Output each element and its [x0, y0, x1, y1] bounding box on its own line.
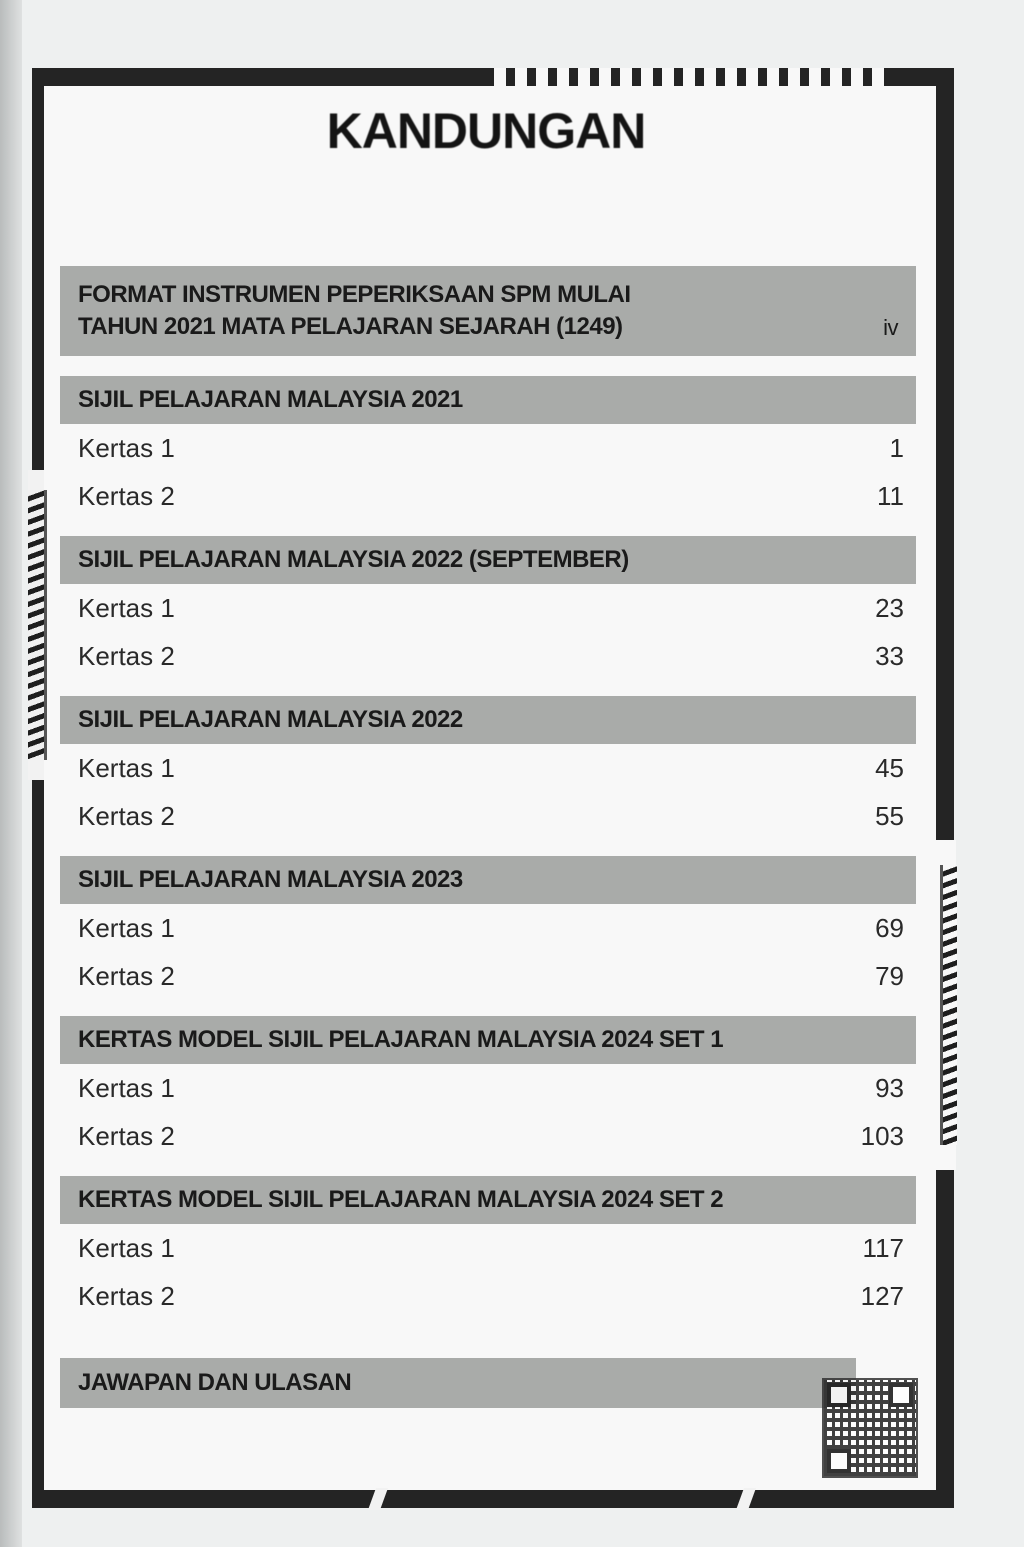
section-heading[interactable]: KERTAS MODEL SIJIL PELAJARAN MALAYSIA 2024 SET 2 — [60, 1176, 916, 1224]
entry-page: 69 — [875, 912, 904, 943]
entry-page: 117 — [862, 1232, 904, 1263]
decorative-top-ticks — [485, 68, 885, 86]
section-heading[interactable]: KERTAS MODEL SIJIL PELAJARAN MALAYSIA 2024 SET 1 — [60, 1016, 916, 1064]
qr-finder-pattern — [889, 1383, 913, 1407]
entry-label: Kertas 2 — [78, 1120, 175, 1151]
entry-page: 23 — [875, 592, 904, 623]
toc-entry-kertas-1[interactable] — [60, 744, 916, 792]
entry-label: Kertas 2 — [78, 480, 175, 511]
toc-entry-kertas-1[interactable] — [60, 584, 916, 632]
toc-entry-kertas-2[interactable] — [60, 792, 916, 840]
toc-entry-kertas-2[interactable] — [60, 1272, 916, 1320]
toc-section-model-2024-set-1 — [60, 1016, 916, 1160]
entry-page: 79 — [875, 960, 904, 991]
entry-label: Kertas 1 — [78, 752, 175, 783]
entry-label: Kertas 2 — [78, 1280, 175, 1311]
decorative-right-ticks — [940, 865, 957, 1145]
entry-page: 1 — [889, 432, 904, 463]
entry-page: 11 — [877, 480, 904, 511]
toc-intro-line2: TAHUN 2021 MATA PELAJARAN SEJARAH (1249) — [78, 313, 623, 340]
toc-entry-kertas-1[interactable] — [60, 1064, 916, 1112]
section-heading[interactable]: SIJIL PELAJARAN MALAYSIA 2022 — [60, 696, 916, 744]
entry-label: Kertas 1 — [78, 432, 175, 463]
section-heading[interactable]: SIJIL PELAJARAN MALAYSIA 2023 — [60, 856, 916, 904]
toc-entry-kertas-2[interactable] — [60, 952, 916, 1000]
section-heading-answers[interactable]: JAWAPAN DAN ULASAN — [60, 1358, 856, 1408]
entry-page: 45 — [875, 752, 904, 783]
entry-label: Kertas 1 — [78, 1232, 175, 1263]
entry-page: 55 — [875, 800, 904, 831]
toc-entry-kertas-2[interactable] — [60, 472, 916, 520]
toc-section-spm-2022-september — [60, 536, 916, 680]
page-title: KANDUNGAN — [326, 103, 646, 159]
toc-intro-title — [78, 279, 631, 343]
toc-entry-kertas-1[interactable] — [60, 904, 916, 952]
toc-entry-kertas-1[interactable] — [60, 424, 916, 472]
entry-page: 127 — [860, 1280, 904, 1311]
qr-finder-pattern — [827, 1383, 851, 1407]
entry-label: Kertas 2 — [78, 640, 175, 671]
table-of-contents — [60, 266, 916, 1408]
entry-label: Kertas 1 — [78, 1072, 175, 1103]
toc-page-number: iv — [883, 315, 898, 340]
qr-code-icon — [822, 1378, 918, 1478]
toc-section-spm-2022 — [60, 696, 916, 840]
page-edge — [0, 0, 22, 1547]
entry-label: Kertas 1 — [78, 592, 175, 623]
entry-label: Kertas 2 — [78, 960, 175, 991]
qr-finder-pattern — [827, 1449, 851, 1473]
entry-page: 93 — [875, 1072, 904, 1103]
section-heading[interactable]: SIJIL PELAJARAN MALAYSIA 2021 — [60, 376, 916, 424]
entry-label: Kertas 1 — [78, 912, 175, 943]
section-heading[interactable]: SIJIL PELAJARAN MALAYSIA 2022 (SEPTEMBER) — [60, 536, 916, 584]
toc-entry-kertas-1[interactable] — [60, 1224, 916, 1272]
entry-page: 33 — [875, 640, 904, 671]
entry-page: 103 — [860, 1120, 904, 1151]
toc-section-model-2024-set-2 — [60, 1176, 916, 1320]
toc-intro-entry[interactable] — [60, 266, 916, 356]
toc-entry-kertas-2[interactable] — [60, 632, 916, 680]
decorative-left-ticks — [28, 490, 47, 760]
toc-section-spm-2023 — [60, 856, 916, 1000]
toc-entry-kertas-2[interactable] — [60, 1112, 916, 1160]
toc-section-spm-2021 — [60, 376, 916, 520]
toc-intro-line1: FORMAT INSTRUMEN PEPERIKSAAN SPM MULAI — [78, 281, 631, 308]
entry-label: Kertas 2 — [78, 800, 175, 831]
